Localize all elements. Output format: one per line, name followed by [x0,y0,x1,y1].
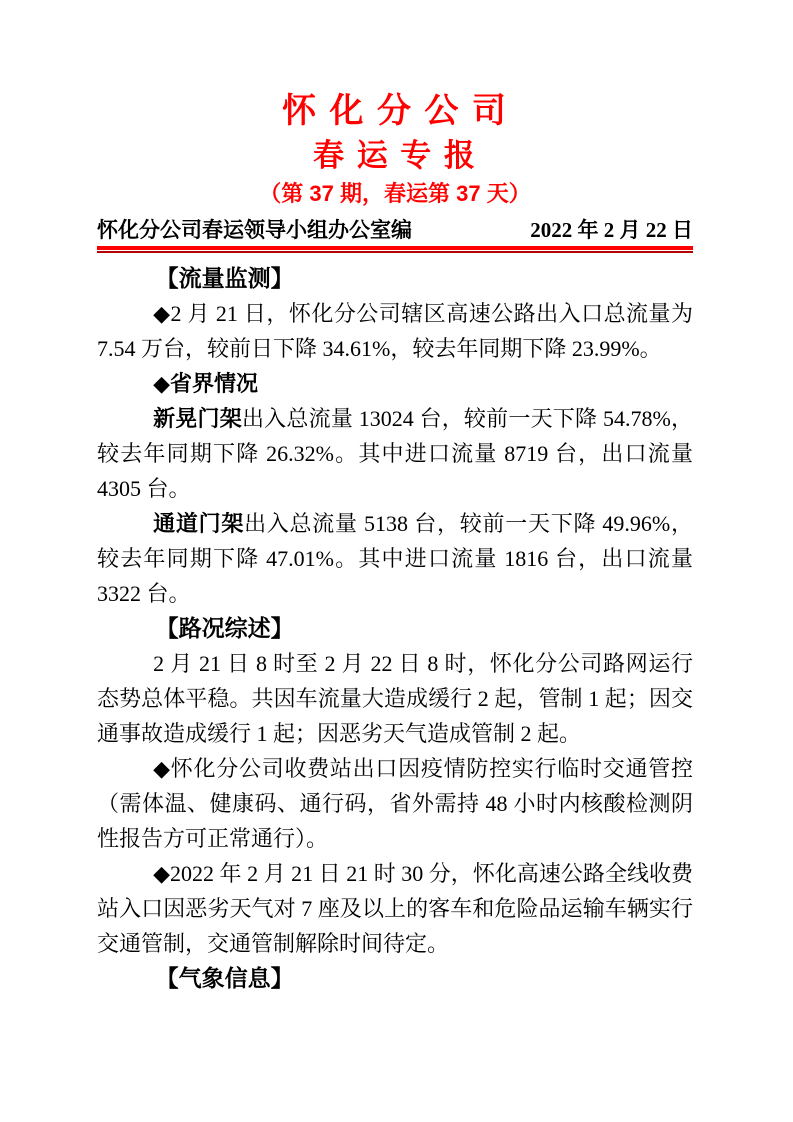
text-run: ◆2022 年 2 月 21 日 21 时 30 分，怀化高速公路全线收费站入口因恶劣天气对 7 座及以上的客车和危险品运输车辆实行交通管制，交通管制解除时间待定。 [97,861,693,956]
editor-label: 怀化分公司春运领导小组办公室编 [97,218,412,242]
header-red-divider [97,246,693,253]
text-run: 出入总流量 5138 台，较前一天下降 49.96%，较去年同期下降 47.01%。其中进口流量 1816 台，出口流量 3322 台。 [97,511,693,606]
bold-run: 通道门架 [153,511,245,536]
bold-run: ◆省界情况 [153,371,259,396]
issue-number-line: （第 37 期，春运第 37 天） [259,181,531,206]
doc-title-line1: 怀 化 分 公 司 [282,92,508,130]
document-header [97,90,693,253]
divider-thin-line [97,251,693,253]
text-run: 2 月 21 日 8 时至 2 月 22 日 8 时，怀化分公司路网运行态势总体平稳。共因车流量大造成缓行 2 起，管制 1 起；因交通事故造成缓行 1 起；因恶劣天气造成管制 2 起。 [97,651,693,746]
paragraph [97,401,693,506]
paragraph [97,856,693,961]
text-run: ◆怀化分公司收费站出口因疫情防控实行临时交通管控（需体温、健康码、通行码，省外需持 48 小时内核酸检测阴性报告方可正常通行）。 [97,756,693,851]
divider-thick-line [97,246,693,250]
section-heading: 【路况综述】 [155,615,294,641]
date-label: 2022 年 2 月 22 日 [530,218,693,242]
editor-date-row [97,217,693,243]
text-run: ◆2 月 21 日，怀化分公司辖区高速公路出入口总流量为 7.54 万台，较前日下降 34.61%，较去年同期下降 23.99%。 [97,301,693,361]
doc-title-line2: 春 运 专 报 [313,138,477,173]
text-run: 出入总流量 13024 台，较前一天下降 54.78%，较去年同期下降 26.32%。其中进口流量 8719 台，出口流量 4305 台。 [97,406,693,501]
paragraph [97,506,693,611]
paragraph [97,296,693,366]
document-body [97,261,693,996]
paragraph [97,646,693,751]
section-heading: 【气象信息】 [155,965,294,991]
bold-run: 新晃门架 [153,406,242,431]
paragraph [97,751,693,856]
paragraph [97,366,693,401]
section-heading: 【流量监测】 [155,265,294,291]
